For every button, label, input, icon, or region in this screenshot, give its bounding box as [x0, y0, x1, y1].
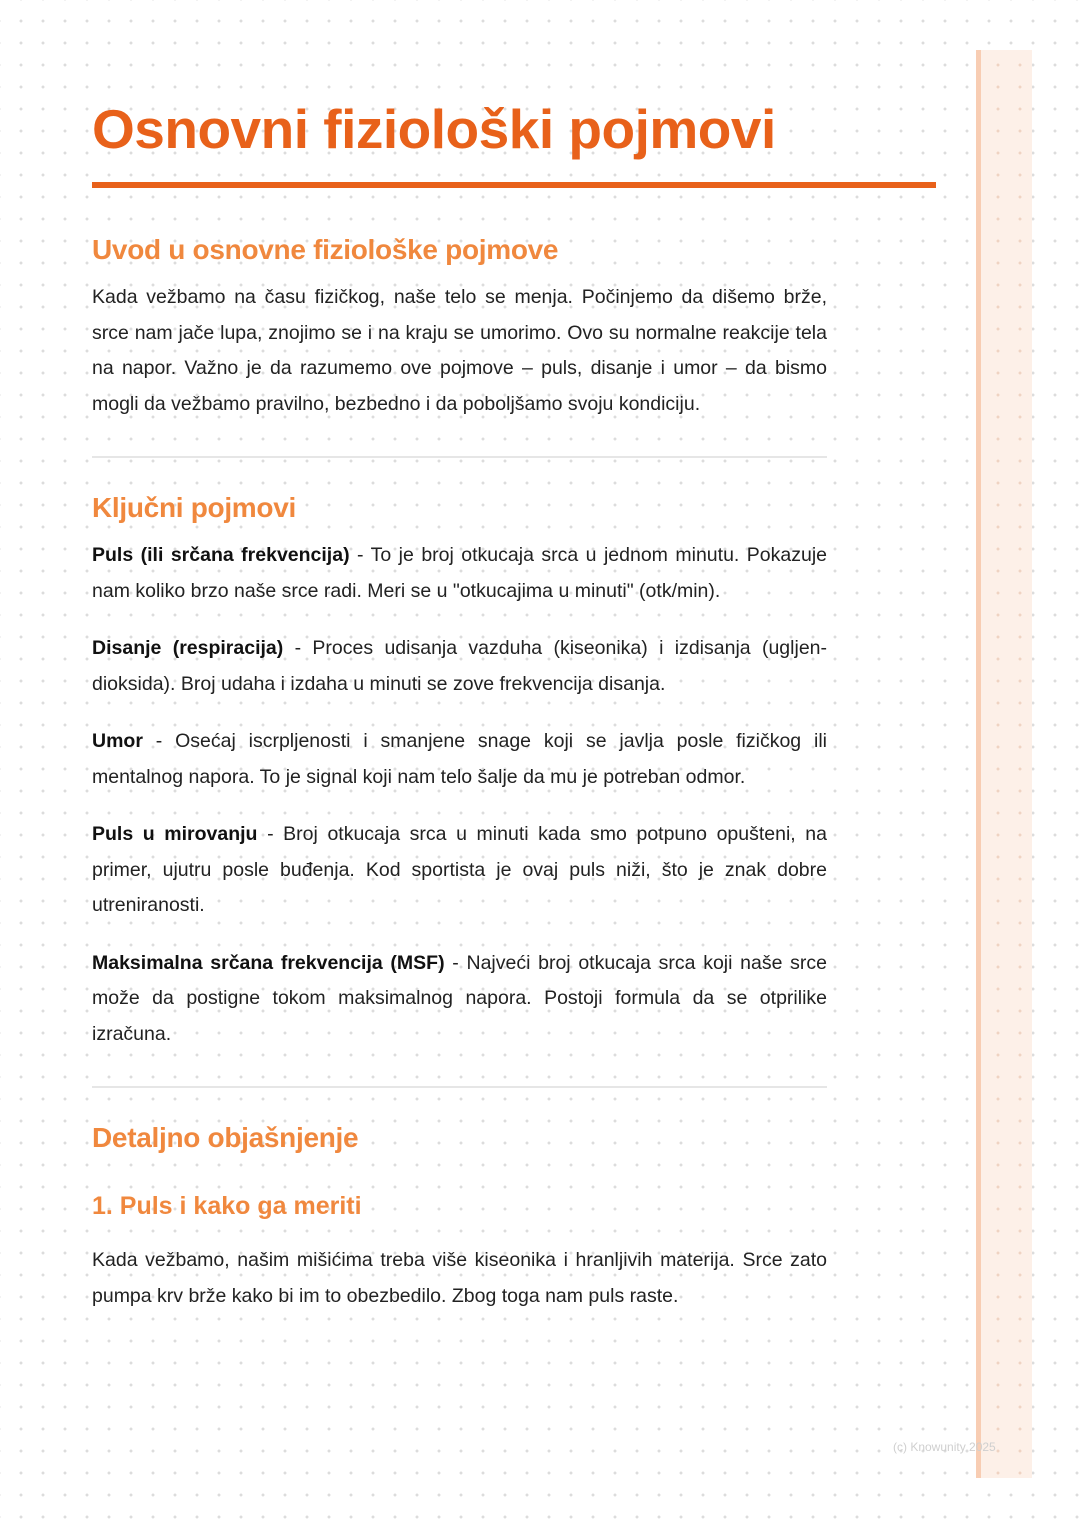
key-term-definition: - Najveći broj otkucaja srca koji naše srce može da postigne tokom maksimalnog napora. Postoji formula da se otprilike izračuna.: [92, 951, 827, 1045]
document-content: [92, 92, 936, 1314]
side-decoration-strip: [976, 50, 1032, 1478]
key-term-label: Puls (ili srčana frekvencija): [92, 544, 350, 566]
intro-section: [92, 234, 827, 422]
key-term-label: Umor: [92, 730, 143, 752]
key-term-item: [92, 631, 827, 702]
intro-paragraph: Kada vežbamo na času fizičkog, naše telo se menja. Počinjemo da dišemo brže, srce nam jače lupa, znojimo se i na kraju se umorimo. Ovo su normalne reakcije tela na napor. Važno je da razumemo ove pojmove – puls, disanje i umor – da bismo mogli da vežbamo pravilno, bezbedno i da poboljšamo svoju kondiciju.: [92, 286, 827, 415]
key-term-definition: - To je broj otkucaja srca u jednom minutu. Pokazuje nam koliko brzo naše srce radi. Meri se u "otkucajima u minuti" (otk/min).: [92, 544, 828, 602]
detail-section: [92, 1122, 827, 1314]
title-underline: [92, 182, 936, 188]
key-term-definition: - Proces udisanja vazduha (kiseonika) i izdisanja (ugljen-dioksida). Broj udaha i izdaha u minuti se zove frekvencija disanja.: [92, 637, 827, 695]
page-title: Osnovni fiziološki pojmovi: [92, 98, 776, 160]
key-terms-heading: Ključni pojmovi: [92, 492, 296, 523]
key-term-label: Puls u mirovanju: [92, 823, 258, 845]
key-term-item: [92, 946, 827, 1053]
key-term-label: Maksimalna srčana frekvencija (MSF): [92, 951, 445, 974]
intro-heading: Uvod u osnovne fiziološke pojmove: [92, 234, 559, 265]
key-term-definition: - Broj otkucaja srca u minuti kada smo potpuno opušteni, na primer, ujutru posle buđenja. Kod sportista je ovaj puls niži, što je znak dobre utreniranosti.: [92, 823, 827, 916]
key-term-definition: - Osećaj iscrpljenosti i smanjene snage koji se javlja posle fizičkog ili mentalnog napora. To je signal koji nam telo šalje da mu je potreban odmor.: [92, 730, 827, 788]
detail-subheading: 1. Puls i kako ga meriti: [92, 1192, 362, 1220]
key-term-item: [92, 724, 827, 795]
section-divider: [92, 1086, 827, 1088]
section-divider: [92, 456, 827, 458]
key-term-item: [92, 538, 827, 609]
key-terms-section: [92, 492, 827, 1052]
copyright-footer: (c) Knowunity 2025: [893, 1440, 996, 1454]
detail-heading: Detaljno objašnjenje: [92, 1122, 359, 1153]
detail-paragraph: Kada vežbamo, našim mišićima treba više kiseonika i hranljivih materija. Srce zato pumpa krv brže kako bi im to obezbedilo. Zbog toga nam puls raste.: [92, 1249, 827, 1307]
key-term-item: [92, 817, 827, 924]
key-term-label: Disanje (respiracija): [92, 637, 284, 659]
